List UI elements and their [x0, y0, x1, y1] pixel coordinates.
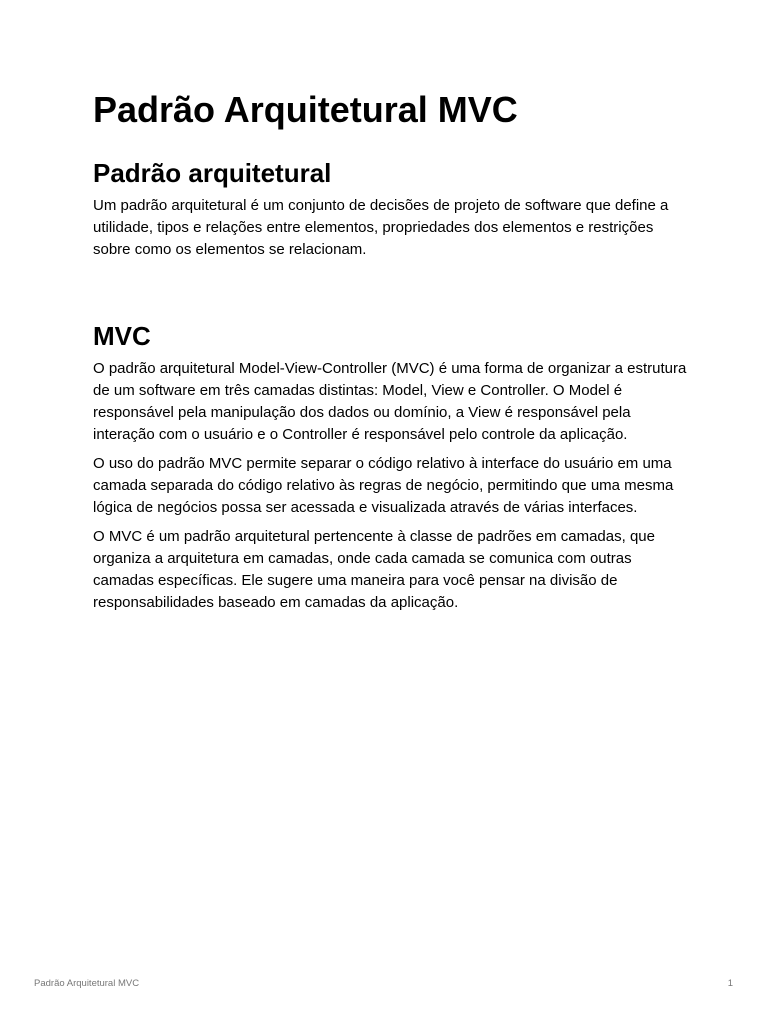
- footer-document-title: Padrão Arquitetural MVC: [34, 978, 140, 989]
- paragraph: Um padrão arquitetural é um conjunto de decisões de projeto de software que define a utilidade, tipos e relações entre elementos, propriedades dos elementos e restrições sobre como os elementos se relacionam.: [93, 197, 669, 258]
- section-heading: Padrão arquitetural: [93, 158, 332, 188]
- section-heading: MVC: [93, 321, 151, 351]
- paragraph: O uso do padrão MVC permite separar o código relativo à interface do usuário em uma camada separada do código relativo às regras de negócio, permitindo que uma mesma lógica de negócios possa ser acessada e visualizada através de várias interfaces.: [93, 455, 674, 516]
- section-mvc: [93, 320, 693, 621]
- footer-page-number: 1: [727, 978, 733, 989]
- paragraph: O padrão arquitetural Model-View-Controller (MVC) é uma forma de organizar a estrutura de um software em três camadas distintas: Model, View e Controller. O Model é responsável pela manipulação dos dados ou domínio, a View é responsável pela interação com o usuário e o Controller é responsável pelo controle da aplicação.: [93, 360, 687, 443]
- document-title: Padrão Arquitetural MVC: [93, 89, 518, 130]
- paragraph: O MVC é um padrão arquitetural pertencente à classe de padrões em camadas, que organiza a arquitetura em camadas, onde cada camada se comunica com outras camadas específicas. Ele sugere uma maneira para você pensar na divisão de responsabilidades baseado em camadas da aplicação.: [93, 528, 655, 611]
- section-padrao-arquitetural: [93, 157, 693, 268]
